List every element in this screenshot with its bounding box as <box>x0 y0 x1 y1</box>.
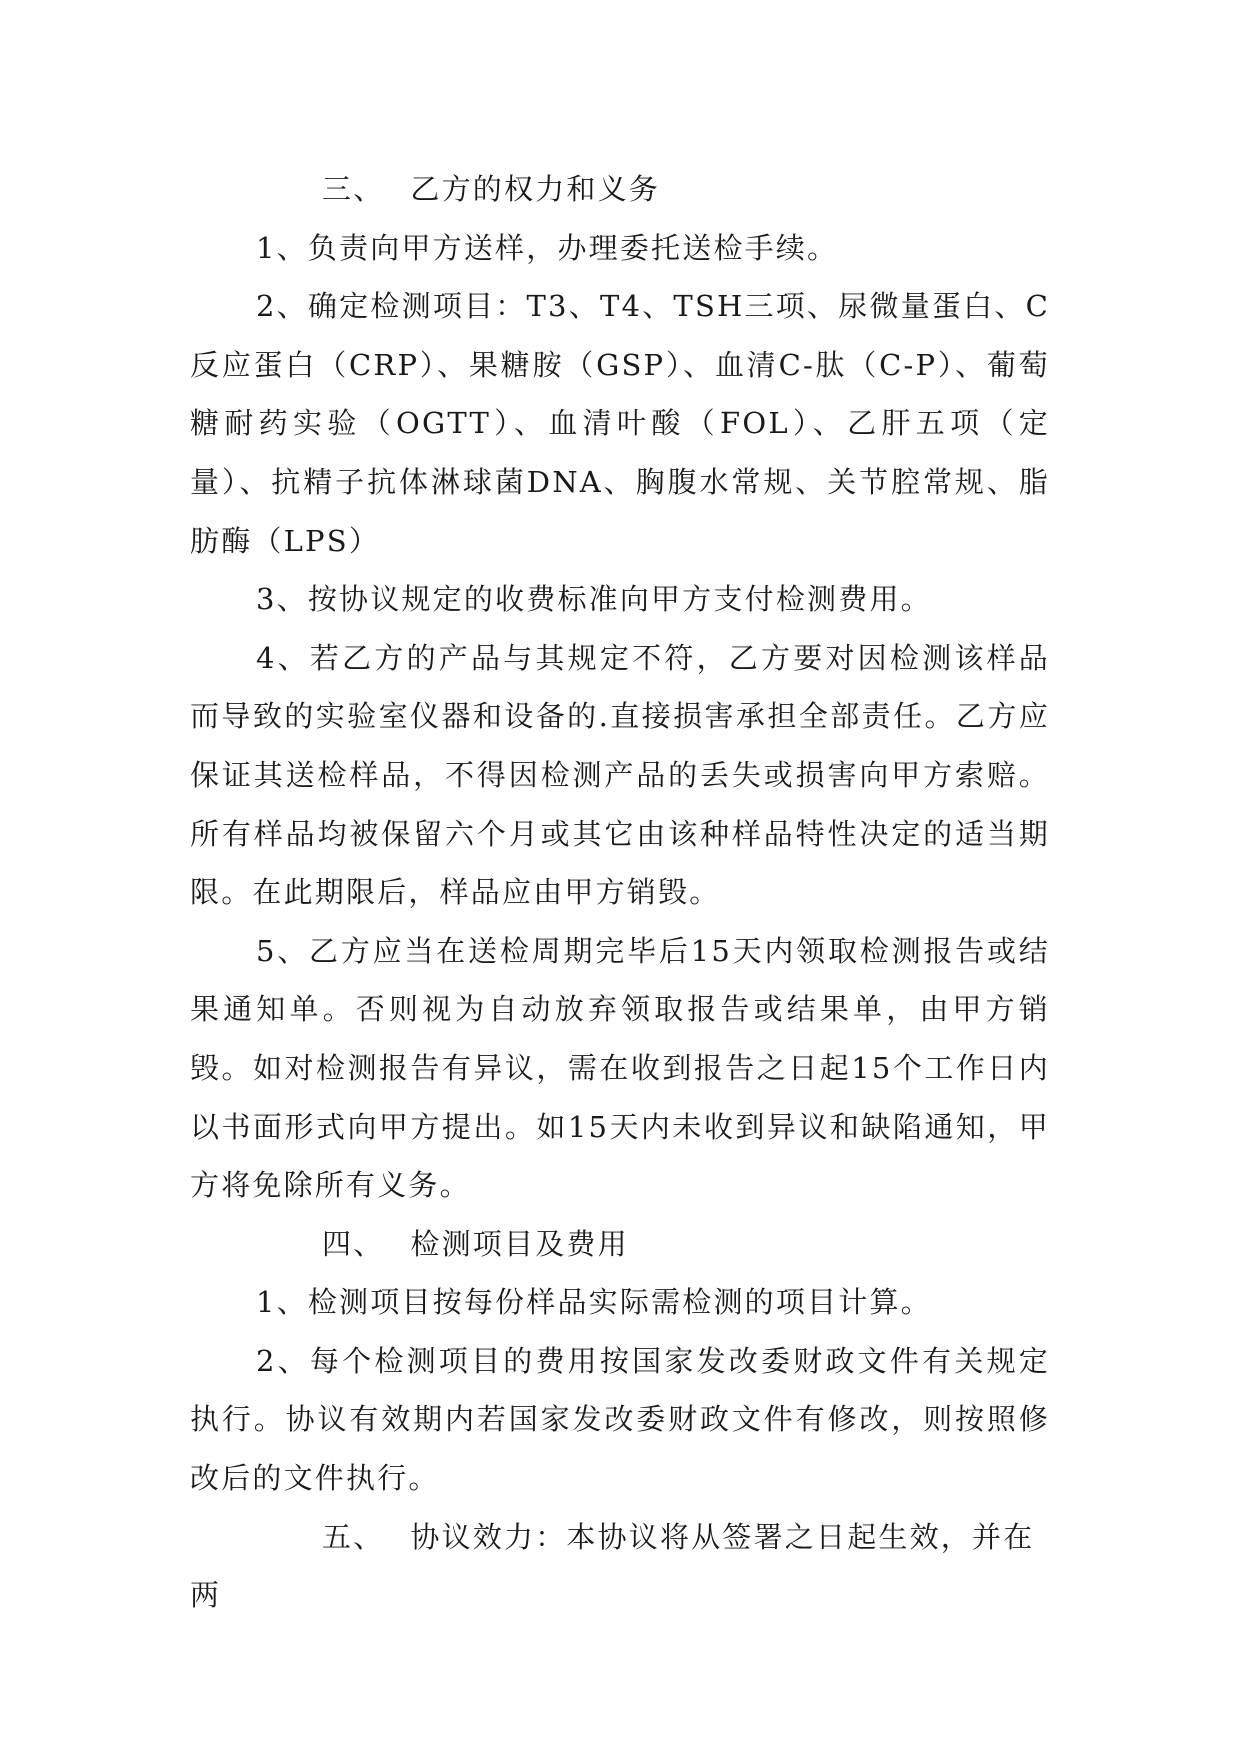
document-body <box>190 160 1050 1625</box>
section-3-item-1: 1、负责向甲方送样，办理委托送检手续。 <box>256 230 839 265</box>
section-4-title: 检测项目及费用 <box>410 1226 629 1261</box>
section-3-heading <box>190 160 1050 219</box>
section-4-item-1: 1、检测项目按每份样品实际需检测的项目计算。 <box>256 1285 932 1320</box>
section-4-heading <box>190 1215 1050 1274</box>
section-3-number: 三、 <box>322 172 385 206</box>
section-5-paragraph <box>190 1508 1050 1625</box>
section-4-number: 四、 <box>322 1226 385 1261</box>
section-3-item-3: 3、按协议规定的收费标准向甲方支付检测费用。 <box>256 582 932 617</box>
section-3-title: 乙方的权力和义务 <box>410 172 661 206</box>
section-5-text: 协议效力：本协议将从签署之日起生效，并在两 <box>190 1519 1035 1613</box>
section-5-number: 五、 <box>322 1519 385 1554</box>
section-3-item-2: 2、确定检测项目：T3、T4、TSH三项、尿微量蛋白、C反应蛋白（CRP）、果糖胺（GSP）、血清C-肽（C-P）、葡萄糖耐药实验（OGTT）、血清叶酸（FOL）、乙肝五项（定量）、抗精子抗体淋球菌DNA、胸腹水常规、关节腔常规、脂肪酶（LPS） <box>190 289 1050 558</box>
section-4-item-2: 2、每个检测项目的费用按国家发改委财政文件有关规定执行。协议有效期内若国家发改委财政文件有修改，则按照修改后的文件执行。 <box>190 1343 1050 1496</box>
section-3-item-4: 4、若乙方的产品与其规定不符，乙方要对因检测该样品而导致的实验室仪器和设备的.直接损害承担全部责任。乙方应保证其送检样品，不得因检测产品的丢失或损害向甲方索赔。所有样品均被保留六个月或其它由该种样品特性决定的适当期限。在此期限后，样品应由甲方销毁。 <box>190 640 1050 910</box>
section-3-item-5: 5、乙方应当在送检周期完毕后15天内领取检测报告或结果通知单。否则视为自动放弃领取报告或结果单，由甲方销毁。如对检测报告有异议，需在收到报告之日起15个工作日内以书面形式向甲方提出。如15天内未收到异议和缺陷通知，甲方将免除所有义务。 <box>190 933 1050 1203</box>
